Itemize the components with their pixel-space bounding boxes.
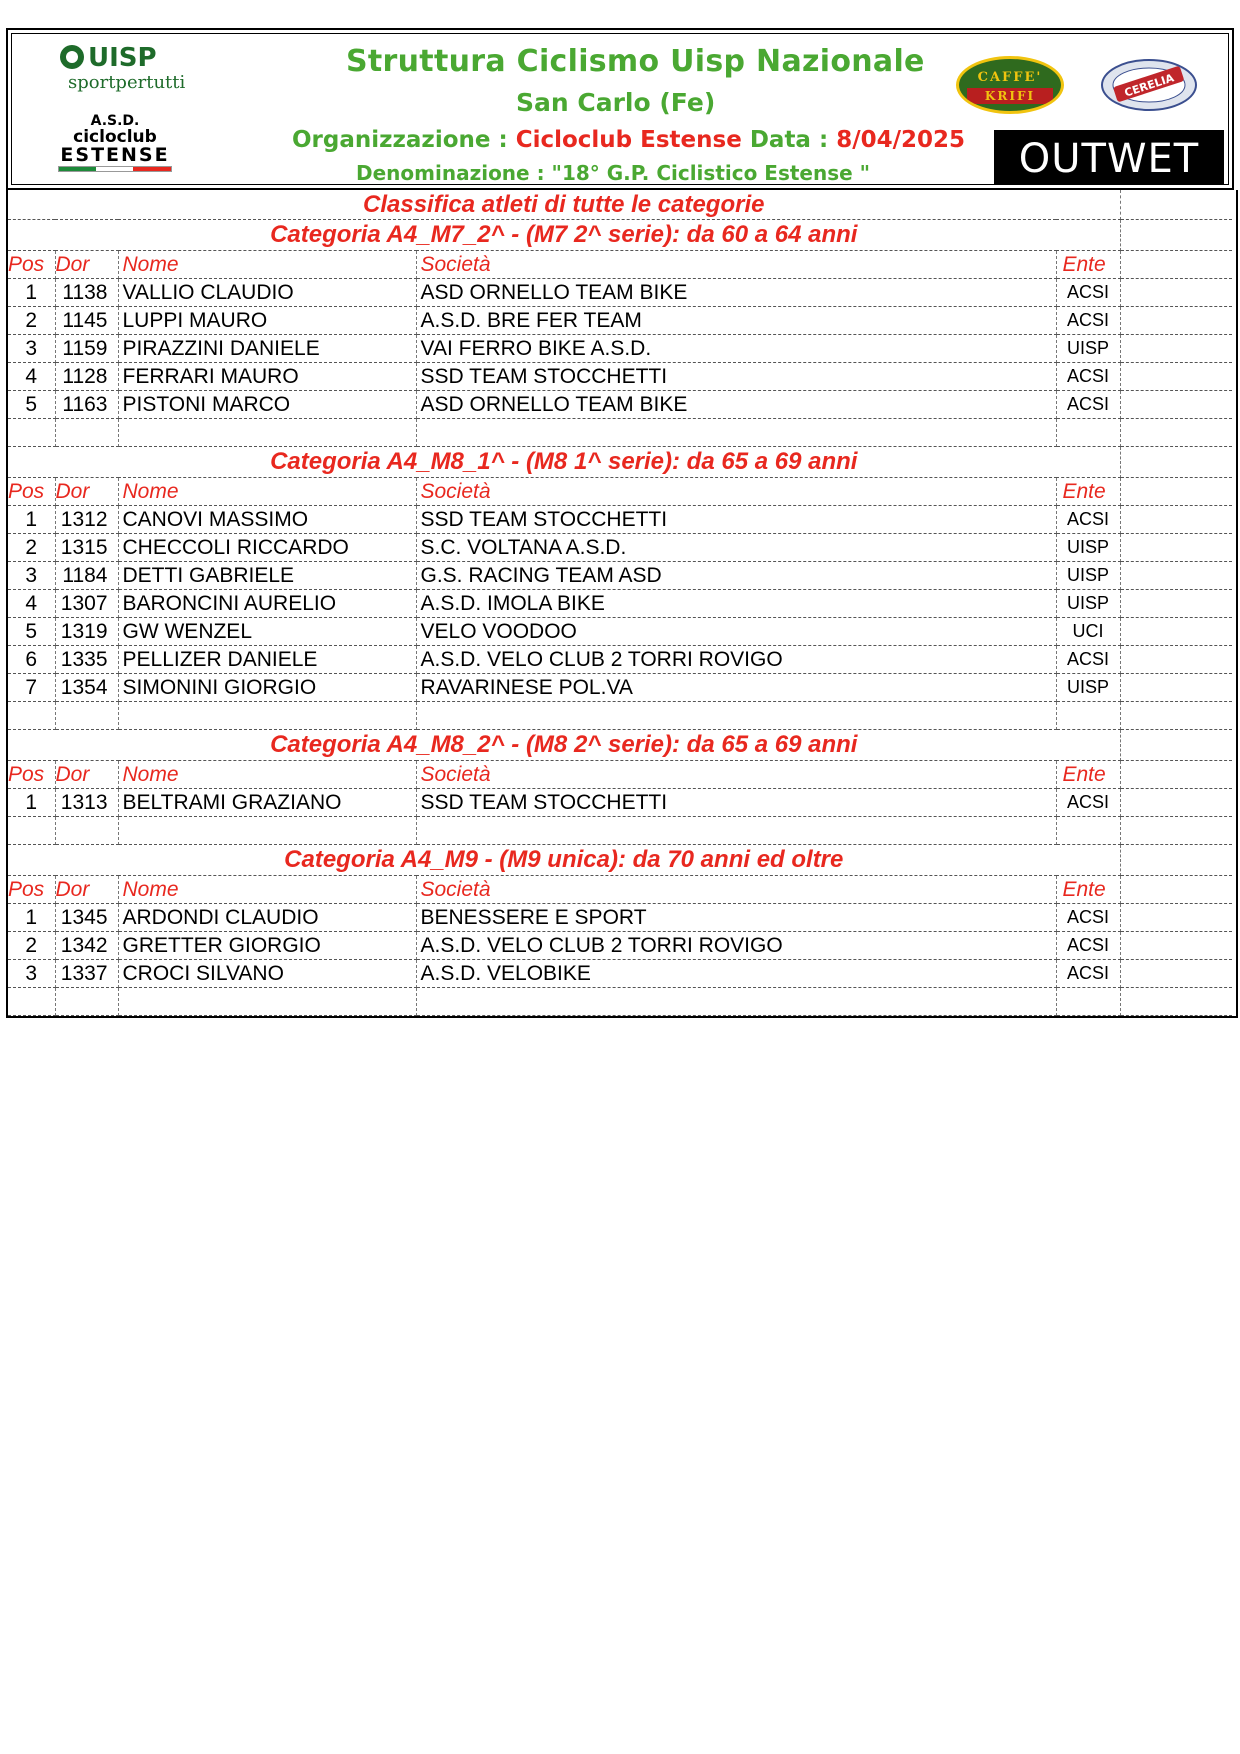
- col-header-societa: Società: [416, 761, 1056, 789]
- cell-societa: G.S. RACING TEAM ASD: [416, 562, 1056, 590]
- blank-cell: [416, 988, 1056, 1016]
- spare-cell: [1120, 534, 1232, 562]
- column-header-row: [8, 876, 1232, 904]
- uisp-slogan: sportpertutti: [68, 72, 186, 93]
- cell-dor: 1159: [55, 335, 118, 363]
- cell-dor: 1354: [55, 674, 118, 702]
- uisp-logo: [60, 44, 200, 93]
- col-header-ente: Ente: [1056, 761, 1120, 789]
- cell-ente: UISP: [1056, 590, 1120, 618]
- spare-cell: [1120, 845, 1232, 876]
- header-box: [6, 28, 1234, 190]
- blank-cell: [8, 817, 55, 845]
- table-row: [8, 646, 1232, 674]
- col-header-nome: Nome: [118, 478, 416, 506]
- spare-cell: [1120, 789, 1232, 817]
- spare-cell: [1120, 646, 1232, 674]
- col-header-societa: Società: [416, 876, 1056, 904]
- col-header-ente: Ente: [1056, 478, 1120, 506]
- results-table-wrapper: [6, 190, 1238, 1018]
- cell-nome: VALLIO CLAUDIO: [118, 279, 416, 307]
- cell-pos: 2: [8, 932, 55, 960]
- cell-nome: CANOVI MASSIMO: [118, 506, 416, 534]
- col-header-pos: Pos: [8, 251, 55, 279]
- category-title: Categoria A4_M8_2^ - (M8 2^ serie): da 65 a 69 anni: [8, 730, 1120, 761]
- cell-dor: 1312: [55, 506, 118, 534]
- cell-ente: UISP: [1056, 562, 1120, 590]
- blank-cell: [1056, 419, 1120, 447]
- spare-cell: [1120, 960, 1232, 988]
- cell-ente: ACSI: [1056, 506, 1120, 534]
- cell-dor: 1138: [55, 279, 118, 307]
- cell-societa: A.S.D. VELOBIKE: [416, 960, 1056, 988]
- cell-nome: BARONCINI AURELIO: [118, 590, 416, 618]
- column-header-row: [8, 761, 1232, 789]
- spare-cell: [1120, 730, 1232, 761]
- blank-row: [8, 988, 1232, 1016]
- category-title-row: [8, 220, 1232, 251]
- cell-nome: SIMONINI GIORGIO: [118, 674, 416, 702]
- cell-pos: 1: [8, 789, 55, 817]
- blank-cell: [1120, 702, 1232, 730]
- table-row: [8, 960, 1232, 988]
- blank-cell: [118, 702, 416, 730]
- category-title-row: [8, 845, 1232, 876]
- cell-nome: CHECCOLI RICCARDO: [118, 534, 416, 562]
- cell-ente: ACSI: [1056, 960, 1120, 988]
- table-row: [8, 590, 1232, 618]
- cell-societa: SSD TEAM STOCCHETTI: [416, 789, 1056, 817]
- spare-cell: [1120, 251, 1232, 279]
- col-header-societa: Società: [416, 478, 1056, 506]
- blank-cell: [1120, 419, 1232, 447]
- category-title: Categoria A4_M8_1^ - (M8 1^ serie): da 65 a 69 anni: [8, 447, 1120, 478]
- italian-flag-stripe: [58, 166, 172, 172]
- table-row: [8, 279, 1232, 307]
- header-place: San Carlo (Fe): [516, 88, 716, 117]
- cell-dor: 1313: [55, 789, 118, 817]
- blank-cell: [1056, 988, 1120, 1016]
- blank-cell: [118, 988, 416, 1016]
- spare-cell: [1120, 478, 1232, 506]
- spare-cell: [1120, 876, 1232, 904]
- spare-cell: [1120, 447, 1232, 478]
- cicloclub-estense-logo: A.S.D. cicloclub ESTENSE: [52, 114, 178, 172]
- cell-ente: ACSI: [1056, 789, 1120, 817]
- col-header-dor: Dor: [55, 251, 118, 279]
- main-title-row: [8, 190, 1232, 220]
- cell-ente: UISP: [1056, 534, 1120, 562]
- results-table: [8, 190, 1232, 1016]
- cell-pos: 3: [8, 960, 55, 988]
- cell-societa: RAVARINESE POL.VA: [416, 674, 1056, 702]
- spare-cell: [1120, 932, 1232, 960]
- header-inner-frame: [11, 33, 1229, 185]
- cell-pos: 7: [8, 674, 55, 702]
- cell-societa: A.S.D. IMOLA BIKE: [416, 590, 1056, 618]
- table-row: [8, 562, 1232, 590]
- cell-ente: ACSI: [1056, 646, 1120, 674]
- cell-ente: ACSI: [1056, 391, 1120, 419]
- spare-cell: [1120, 590, 1232, 618]
- cell-ente: ACSI: [1056, 307, 1120, 335]
- cell-nome: PIRAZZINI DANIELE: [118, 335, 416, 363]
- cell-nome: BELTRAMI GRAZIANO: [118, 789, 416, 817]
- cell-nome: GW WENZEL: [118, 618, 416, 646]
- cerelia-logo: [1100, 58, 1198, 112]
- cell-nome: LUPPI MAURO: [118, 307, 416, 335]
- col-header-ente: Ente: [1056, 251, 1120, 279]
- table-row: [8, 904, 1232, 932]
- cell-societa: BENESSERE E SPORT: [416, 904, 1056, 932]
- cell-societa: VELO VOODOO: [416, 618, 1056, 646]
- cell-dor: 1342: [55, 932, 118, 960]
- cell-nome: FERRARI MAURO: [118, 363, 416, 391]
- cell-nome: PELLIZER DANIELE: [118, 646, 416, 674]
- blank-row: [8, 817, 1232, 845]
- blank-cell: [416, 817, 1056, 845]
- table-row: [8, 506, 1232, 534]
- svg-text:CERELIA: CERELIA: [1122, 71, 1176, 100]
- cell-dor: 1307: [55, 590, 118, 618]
- table-row: [8, 534, 1232, 562]
- cell-pos: 1: [8, 904, 55, 932]
- cell-ente: ACSI: [1056, 279, 1120, 307]
- cell-pos: 1: [8, 279, 55, 307]
- spare-cell: [1120, 618, 1232, 646]
- cell-pos: 1: [8, 506, 55, 534]
- col-header-ente: Ente: [1056, 876, 1120, 904]
- spare-cell: [1120, 761, 1232, 789]
- blank-cell: [416, 419, 1056, 447]
- cell-societa: S.C. VOLTANA A.S.D.: [416, 534, 1056, 562]
- spare-cell: [1120, 220, 1232, 251]
- cell-ente: ACSI: [1056, 904, 1120, 932]
- cell-pos: 3: [8, 335, 55, 363]
- cell-nome: GRETTER GIORGIO: [118, 932, 416, 960]
- col-header-nome: Nome: [118, 876, 416, 904]
- table-row: [8, 932, 1232, 960]
- cell-societa: A.S.D. VELO CLUB 2 TORRI ROVIGO: [416, 932, 1056, 960]
- col-header-dor: Dor: [55, 876, 118, 904]
- cell-societa: VAI FERRO BIKE A.S.D.: [416, 335, 1056, 363]
- col-header-nome: Nome: [118, 251, 416, 279]
- spare-cell: [1120, 363, 1232, 391]
- spare-cell: [1120, 904, 1232, 932]
- spare-cell: [1120, 391, 1232, 419]
- spare-cell: [1120, 190, 1232, 220]
- spare-cell: [1120, 674, 1232, 702]
- col-header-pos: Pos: [8, 761, 55, 789]
- cell-societa: SSD TEAM STOCCHETTI: [416, 506, 1056, 534]
- table-row: [8, 307, 1232, 335]
- blank-cell: [55, 988, 118, 1016]
- blank-cell: [1056, 702, 1120, 730]
- blank-cell: [118, 419, 416, 447]
- blank-row: [8, 702, 1232, 730]
- blank-cell: [55, 817, 118, 845]
- table-row: [8, 674, 1232, 702]
- cell-dor: 1335: [55, 646, 118, 674]
- main-title: Classifica atleti di tutte le categorie: [8, 190, 1120, 220]
- cell-dor: 1337: [55, 960, 118, 988]
- cell-ente: ACSI: [1056, 932, 1120, 960]
- table-row: [8, 363, 1232, 391]
- cell-societa: A.S.D. BRE FER TEAM: [416, 307, 1056, 335]
- blank-cell: [1120, 817, 1232, 845]
- blank-cell: [8, 702, 55, 730]
- column-header-row: [8, 478, 1232, 506]
- col-header-societa: Società: [416, 251, 1056, 279]
- column-header-row: [8, 251, 1232, 279]
- cell-societa: SSD TEAM STOCCHETTI: [416, 363, 1056, 391]
- cell-ente: UISP: [1056, 674, 1120, 702]
- cell-pos: 2: [8, 307, 55, 335]
- blank-cell: [1120, 988, 1232, 1016]
- col-header-nome: Nome: [118, 761, 416, 789]
- category-title-row: [8, 447, 1232, 478]
- category-title: Categoria A4_M7_2^ - (M7 2^ serie): da 60 a 64 anni: [8, 220, 1120, 251]
- col-header-pos: Pos: [8, 876, 55, 904]
- table-row: [8, 618, 1232, 646]
- cell-nome: DETTI GABRIELE: [118, 562, 416, 590]
- cell-dor: 1163: [55, 391, 118, 419]
- header-denominazione: Denominazione : "18° G.P. Ciclistico Estense ": [356, 161, 871, 185]
- cell-dor: 1145: [55, 307, 118, 335]
- cell-pos: 2: [8, 534, 55, 562]
- spare-cell: [1120, 279, 1232, 307]
- category-title: Categoria A4_M9 - (M9 unica): da 70 anni ed oltre: [8, 845, 1120, 876]
- table-row: [8, 391, 1232, 419]
- cell-dor: 1315: [55, 534, 118, 562]
- blank-cell: [416, 702, 1056, 730]
- col-header-dor: Dor: [55, 478, 118, 506]
- cell-pos: 4: [8, 363, 55, 391]
- cell-ente: UCI: [1056, 618, 1120, 646]
- cell-ente: ACSI: [1056, 363, 1120, 391]
- caffe-krifi-logo: CAFFE' KRIFI: [956, 56, 1064, 114]
- cell-nome: ARDONDI CLAUDIO: [118, 904, 416, 932]
- cell-societa: A.S.D. VELO CLUB 2 TORRI ROVIGO: [416, 646, 1056, 674]
- category-title-row: [8, 730, 1232, 761]
- cell-pos: 6: [8, 646, 55, 674]
- cell-dor: 1319: [55, 618, 118, 646]
- blank-cell: [8, 419, 55, 447]
- blank-cell: [55, 702, 118, 730]
- blank-cell: [1056, 817, 1120, 845]
- spare-cell: [1120, 506, 1232, 534]
- header-title: Struttura Ciclismo Uisp Nazionale: [346, 44, 925, 79]
- cell-pos: 3: [8, 562, 55, 590]
- blank-cell: [55, 419, 118, 447]
- spare-cell: [1120, 335, 1232, 363]
- spare-cell: [1120, 307, 1232, 335]
- blank-row: [8, 419, 1232, 447]
- cell-dor: 1345: [55, 904, 118, 932]
- outwet-logo: OUTWET: [994, 130, 1224, 184]
- spare-cell: [1120, 562, 1232, 590]
- cell-ente: UISP: [1056, 335, 1120, 363]
- cell-dor: 1128: [55, 363, 118, 391]
- cell-pos: 5: [8, 391, 55, 419]
- cell-societa: ASD ORNELLO TEAM BIKE: [416, 391, 1056, 419]
- table-row: [8, 789, 1232, 817]
- cell-pos: 5: [8, 618, 55, 646]
- uisp-logo-mark: UISP: [60, 44, 200, 72]
- cell-nome: PISTONI MARCO: [118, 391, 416, 419]
- cell-societa: ASD ORNELLO TEAM BIKE: [416, 279, 1056, 307]
- cell-pos: 4: [8, 590, 55, 618]
- header-organization: Organizzazione : Cicloclub Estense Data : 8/04/2025: [292, 127, 966, 153]
- col-header-pos: Pos: [8, 478, 55, 506]
- cell-dor: 1184: [55, 562, 118, 590]
- blank-cell: [8, 988, 55, 1016]
- table-row: [8, 335, 1232, 363]
- blank-cell: [118, 817, 416, 845]
- col-header-dor: Dor: [55, 761, 118, 789]
- uisp-cyclist-icon: [60, 45, 84, 69]
- cell-nome: CROCI SILVANO: [118, 960, 416, 988]
